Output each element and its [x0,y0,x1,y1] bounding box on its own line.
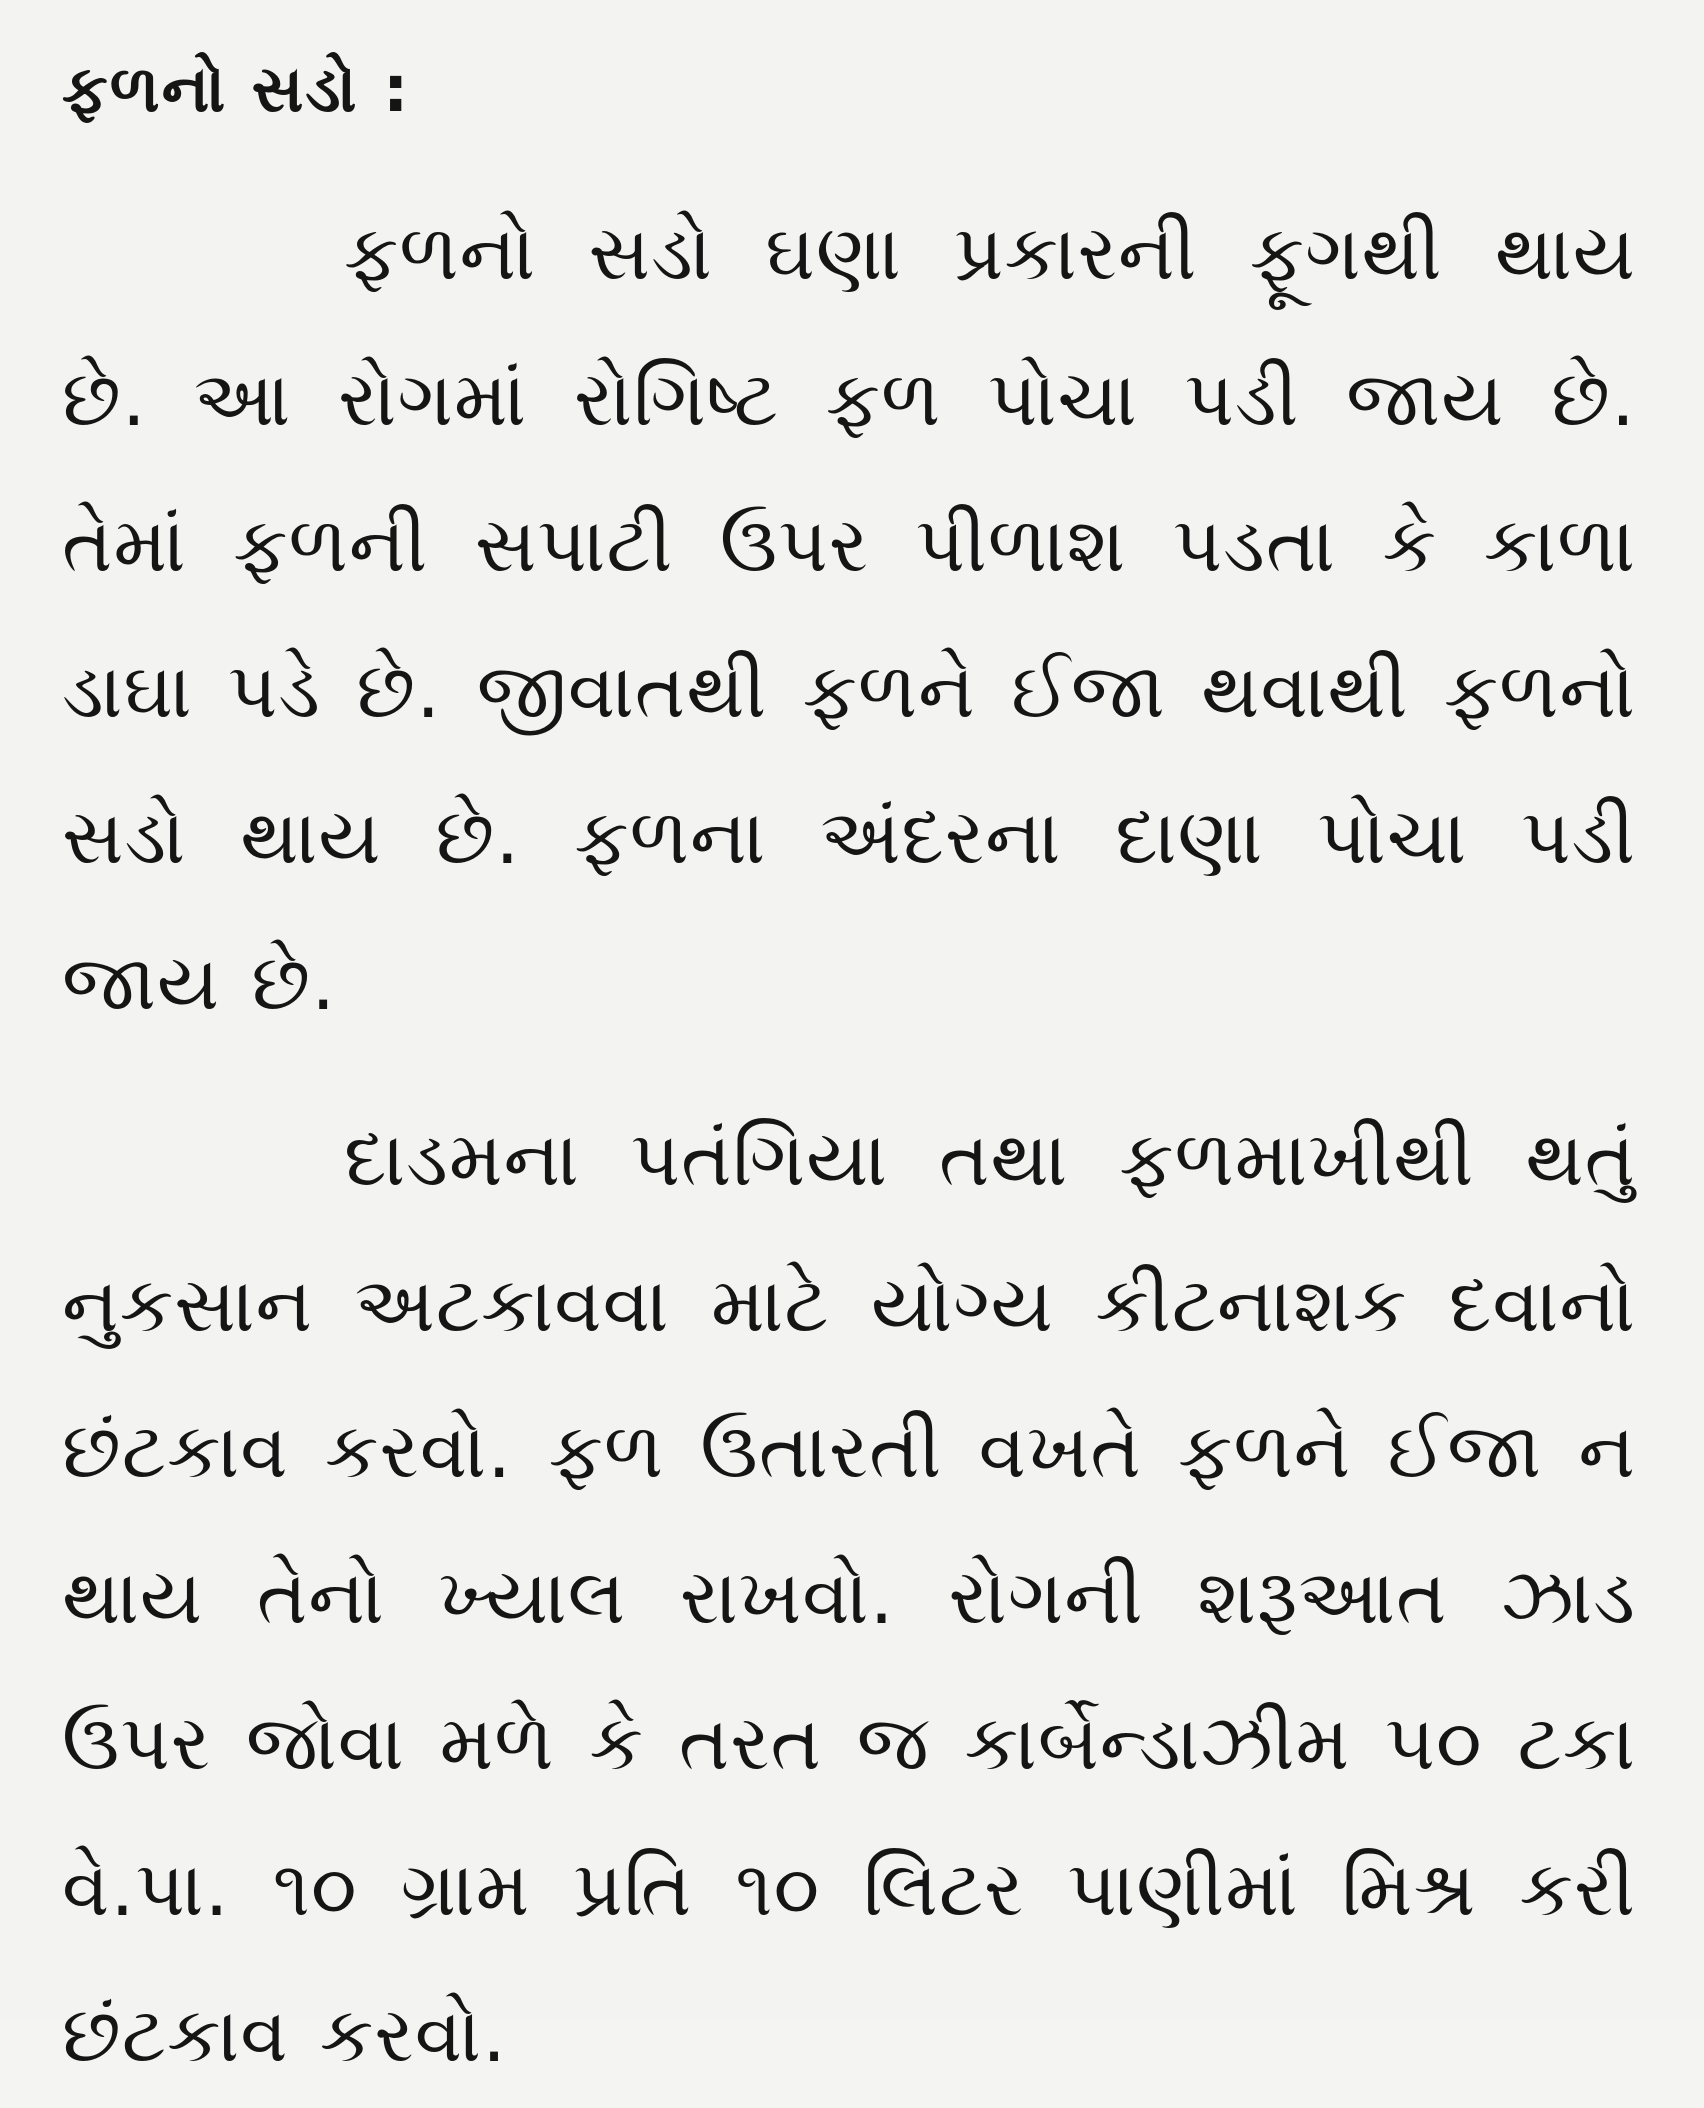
paragraph-2: દાડમના પતંગિયા તથા ફળમાખીથી થતું નુકસાન અટકાવવા માટે યોગ્ય કીટનાશક દવાનો છંટકાવ કરવો. ફળ ઉતારતી વખતે ફળને ઈજા ન થાય તેનો ખ્યાલ રાખવો. રોગની શરૂઆત ઝાડ ઉપર જોવા મળે કે તરત જ કાર્બેન્ડાઝીમ ૫૦ ટકા વે.પા. ૧૦ ગ્રામ પ્રતિ ૧૦ લિટર પાણીમાં મિશ્ર કરી છંટકાવ કરવો. [62,1114,1636,2079]
paragraph-1: ફળનો સડો ઘણા પ્રકારની ફૂગથી થાય છે. આ રોગમાં રોગિષ્ટ ફળ પોચા પડી જાય છે. તેમાં ફળની સપાટી ઉપર પીળાશ પડતા કે કાળા ડાઘા પડે છે. જીવાતથી ફળને ઈજા થવાથી ફળનો સડો થાય છે. ફળના અંદરના દાણા પોચા પડી જાય છે. [62,208,1636,1027]
section-heading: ફળનો સડો : [62,53,411,127]
